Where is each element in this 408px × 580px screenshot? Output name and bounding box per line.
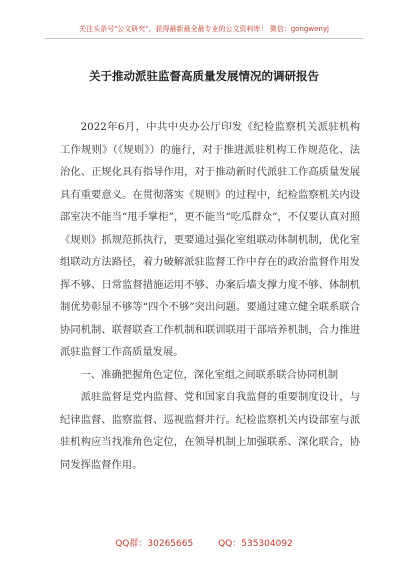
body-paragraph: 2022年6月，中共中央办公厅印发《纪检监察机关派驻机构工作规则》（《规则》）的施行，对于推进派驻机构工作规范化、法治化、正规化具有指导作用，对于推动新时代派驻工作高质量发展具有重要意义。在贯彻落实《规则》的过程中，纪检监察机关内设部室决不能当“甩手掌柜”，更不能当“吃瓜群众”，不仅要认真对照《规则》抓规范抓执行，更要通过强化室组联动体制机制，优化室组联动方法路径，着力破解派驻监督工作中存在的政治监督作用发挥不够、日常监督措施运用不够、办案后墙支撑力度不够、体制机制优势彰显不够等“四个不够”突出问题。要通过建立健全联系联合协同机制、联督联查工作机制和联训联用干部培养机制，合力推进派驻监督工作高质量发展。 [60, 121, 360, 358]
footer-qq-number: QQ：535304092 [218, 539, 293, 549]
section-paragraph: 派驻监督是党内监督、党和国家自我监督的重要制度设计，与纪律监督、监察监督、巡视监督并行。纪检监察机关内设部室与派驻机构应当找准角色定位，在领导机制上加强联系、深化联合，协同发挥监督作用。 [60, 391, 360, 471]
section-heading: 一、准确把握角色定位，深化室组之间联系联合协同机制 [80, 368, 339, 381]
header-banner [44, 20, 364, 39]
footer-contact [0, 536, 408, 549]
document-body [60, 116, 360, 476]
header-banner-text: 关注头条号"公文研究"，获得最新最全最专业的公文资料库！ 微信：gongwenyj [79, 25, 329, 33]
footer-qq-group: QQ群：30265665 [115, 539, 194, 549]
document-title: 关于推动派驻监督高质量发展情况的调研报告 [89, 69, 319, 83]
